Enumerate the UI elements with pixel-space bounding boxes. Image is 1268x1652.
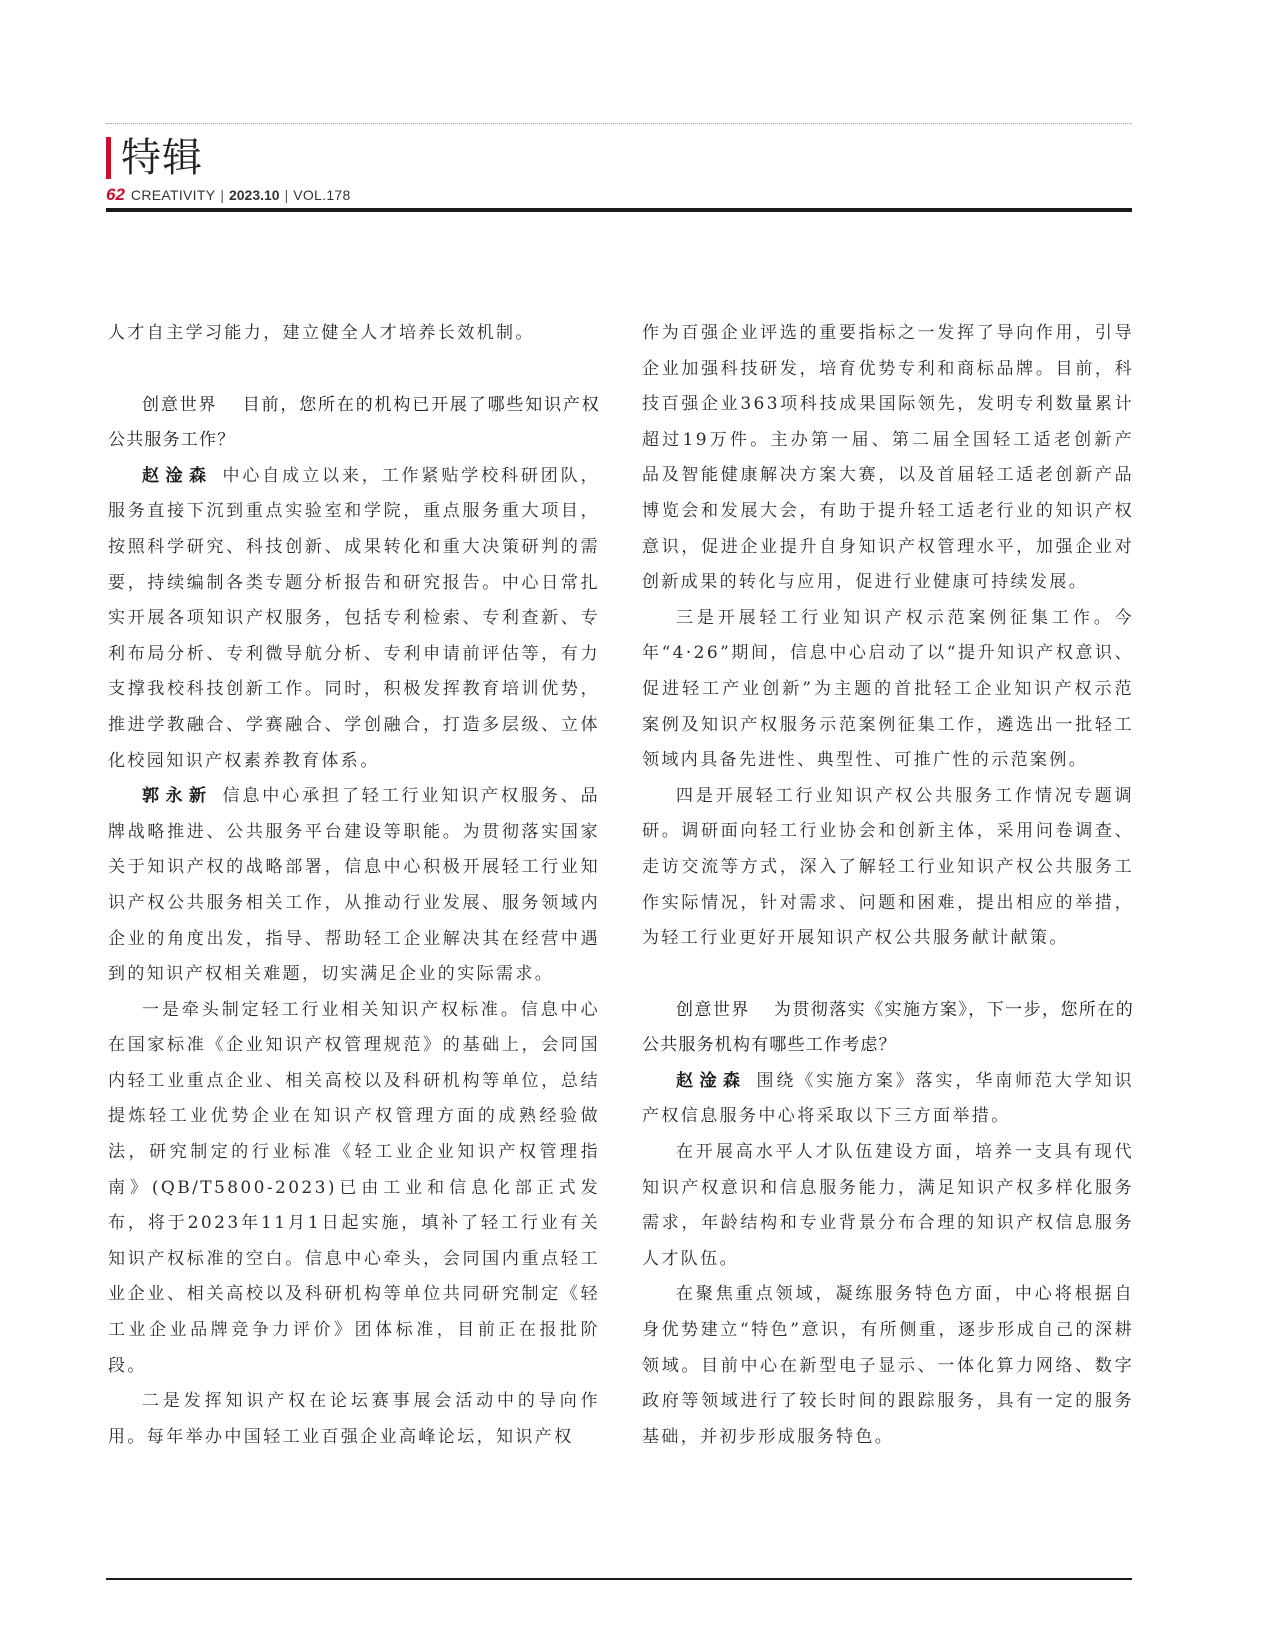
paragraph: 作为百强企业评选的重要指标之一发挥了导向作用，引导企业加强科技研发，培育优势专利和商标品牌。目前，科技百强企业363项科技成果国际领先，发明专利数量累计超过19万件。主办第一届、第二届全国轻工适老创新产品及智能健康解决方案大赛，以及首届轻工适老创新产品博览会和发展大会，有助于提升轻工适老行业的知识产权意识，促进企业提升自身知识产权管理水平，加强企业对创新成果的转化与应用，促进行业健康可持续发展。 [642, 323, 1134, 593]
speaker-name: 赵淦森 [676, 1070, 747, 1091]
paragraph: 在开展高水平人才队伍建设方面，培养一支具有现代知识产权意识和信息服务能力，满足知识产权多样化服务需求，年龄结构和专业背景分布合理的知识产权信息服务人才队伍。 [642, 1142, 1134, 1269]
question [642, 993, 1134, 1064]
answer [642, 1064, 1134, 1135]
speaker-name: 赵淦森 [142, 465, 213, 486]
issue-date: 2023.10 [228, 187, 280, 203]
paragraph: 人才自主学习能力，建立健全人才培养长效机制。 [108, 323, 535, 343]
right-column [642, 316, 1134, 1455]
page-number: 62 [106, 185, 125, 204]
speaker-name: 郭永新 [142, 786, 213, 807]
answer-text: 中心自成立以来，工作紧贴学校科研团队，服务直接下沉到重点实验室和学院，重点服务重大项目，按照科学研究、科技创新、成果转化和重大决策研判的需要，持续编制各类专题分析报告和研究报告。中心日常扎实开展各项知识产权服务，包括专利检索、专利查新、专利布局分析、专利微导航分析、专利申请前评估等，有力支撑我校科技创新工作。同时，积极发挥教育培训优势，推进学教融合、学赛融合、学创融合，打造多层级、立体化校园知识产权素养教育体系。 [108, 465, 600, 771]
section-header [106, 130, 203, 186]
question [108, 388, 600, 459]
paragraph: 三是开展轻工行业知识产权示范案例征集工作。今年“4·26”期间，信息中心启动了以“提升知识产权意识、促进轻工产业创新”为主题的首批轻工企业知识产权示范案例及知识产权服务示范案例征集工作，遴选出一批轻工领域内具备先进性、典型性、可推广性的示范案例。 [642, 607, 1134, 771]
question-label: 创意世界 [142, 394, 218, 415]
answer-text: 信息中心承担了轻工行业知识产权服务、品牌战略推进、公共服务平台建设等职能。为贯彻落实国家关于知识产权的战略部署，信息中心积极开展轻工行业知识产权公共服务相关工作，从推动行业发展、服务领域内企业的角度出发，指导、帮助轻工企业解决其在经营中遇到的知识产权相关难题，切实满足企业的实际需求。 [108, 786, 600, 985]
paragraph: 四是开展轻工行业知识产权公共服务工作情况专题调研。调研面向轻工行业协会和创新主体，采用问卷调查、走访交流等方式，深入了解轻工行业知识产权公共服务工作实际情况，针对需求、问题和困难，提出相应的举措，为轻工行业更好开展知识产权公共服务献计献策。 [642, 785, 1134, 949]
magazine-name: CREATIVITY [130, 187, 216, 203]
header-dotted-rule [106, 123, 1132, 124]
question-text: 为贯彻落实《实施方案》，下一步，您所在的公共服务机构有哪些工作考虑？ [642, 999, 1134, 1056]
answer [108, 779, 600, 993]
separator: | [220, 187, 224, 203]
paragraph: 在聚焦重点领域，凝练服务特色方面，中心将根据自身优势建立“特色”意识，有所侧重，逐步形成自己的深耕领域。目前中心在新型电子显示、一体化算力网络、数字政府等领域进行了较长时间的跟踪服务，具有一定的服务基础，并初步形成服务特色。 [642, 1284, 1134, 1447]
section-title: 特辑 [121, 135, 203, 181]
left-column [108, 316, 600, 1455]
section-accent-bar [106, 137, 111, 179]
header-rule [106, 208, 1132, 212]
question-text: 目前，您所在的机构已开展了哪些知识产权公共服务工作？ [108, 394, 600, 451]
paragraph: 二是发挥知识产权在论坛赛事展会活动中的导向作用。每年举办中国轻工业百强企业高峰论坛，知识产权 [108, 1391, 600, 1447]
paragraph: 一是牵头制定轻工行业相关知识产权标准。信息中心在国家标准《企业知识产权管理规范》的基础上，会同国内轻工业重点企业、相关高校以及科研机构等单位，总结提炼轻工业优势企业在知识产权管理方面的成熟经验做法，研究制定的行业标准《轻工业企业知识产权管理指南》(QB/T5800-2023)已由工业和信息化部正式发布，将于2023年11月1日起实施，填补了轻工行业有关知识产权标准的空白。信息中心牵头，会同国内重点轻工业企业、相关高校以及科研机构等单位共同研究制定《轻工业企业品牌竞争力评价》团体标准，目前正在报批阶段。 [108, 999, 600, 1376]
answer-text: 围绕《实施方案》落实，华南师范大学知识产权信息服务中心将采取以下三方面举措。 [642, 1070, 1134, 1127]
answer [108, 459, 600, 779]
issue-line [106, 185, 351, 205]
question-label: 创意世界 [676, 999, 750, 1020]
separator: | [284, 187, 289, 203]
footer-rule [106, 1578, 1132, 1580]
volume: VOL.178 [293, 187, 351, 203]
